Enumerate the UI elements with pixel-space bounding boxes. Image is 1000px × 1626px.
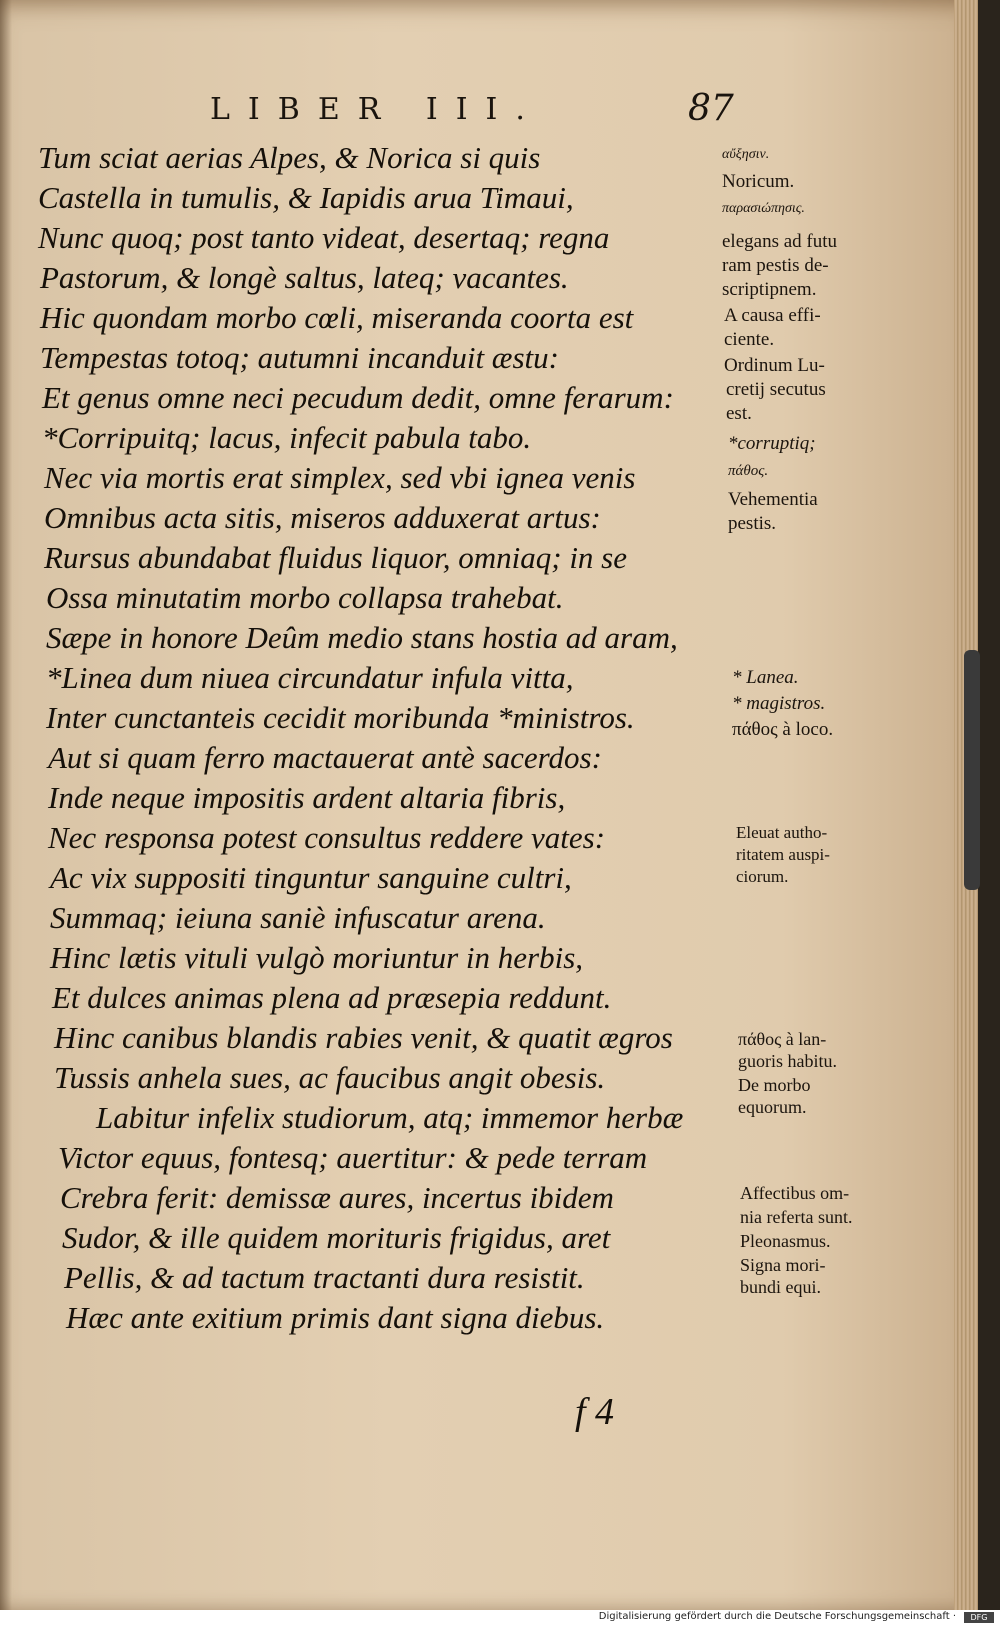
verse-line: Tum sciat aerias Alpes, & Norica si quis [38, 140, 541, 175]
verse-line: Victor equus, fontesq; auertitur: & pede terram [58, 1140, 648, 1175]
signature-mark: f 4 [575, 1391, 615, 1433]
verse-line: Tempestas totoq; autumni incanduit æstu: [40, 340, 559, 375]
verse-line: Inde neque impositis ardent altaria fibris, [48, 780, 566, 815]
margin-note: scriptipnem. [722, 279, 817, 300]
margin-note: * Lanea. [732, 667, 799, 688]
verse-line: Et genus omne neci pecudum dedit, omne ferarum: [42, 380, 674, 415]
dfg-logo: DFG [964, 1612, 994, 1623]
verse-line: Pellis, & ad tactum tractanti dura resistit. [64, 1260, 585, 1295]
verse-line: Nec via mortis erat simplex, sed vbi ignea venis [44, 460, 636, 495]
verse-line: Aut si quam ferro mactauerat antè sacerdos: [48, 740, 602, 775]
margin-note: * magistros. [732, 693, 826, 714]
margin-note: Ordinum Lu- [724, 355, 825, 376]
verse-line: Ac vix suppositi tinguntur sanguine cultri, [50, 860, 572, 895]
verse-line: Hinc lætis vituli vulgò moriuntur in herbis, [50, 940, 584, 975]
margin-note: ritatem auspi- [736, 845, 830, 864]
margin-note: est. [726, 403, 752, 424]
verse-line: Tussis anhela sues, ac faucibus angit obesis. [54, 1060, 606, 1095]
verse-line: Labitur infelix studiorum, atq; immemor herbæ [96, 1100, 684, 1135]
margin-note: Affectibus om- [740, 1183, 850, 1203]
footer-credit: Digitalisierung gefördert durch die Deutsche Forschungsgemeinschaft · [598, 1611, 956, 1622]
margin-note: πάθος à loco. [732, 719, 834, 740]
margin-note: αὔξησιν. [722, 147, 770, 162]
margin-note: elegans ad futu [722, 231, 838, 252]
margin-note: ciente. [724, 329, 775, 350]
margin-note: Signa mori- [740, 1255, 826, 1275]
margin-note: παρασιώπησις. [722, 201, 805, 216]
verse-line: Hinc canibus blandis rabies venit, & quatit ægros [54, 1020, 673, 1055]
margin-note: pestis. [728, 513, 777, 534]
margin-note: Pleonasmus. [740, 1231, 831, 1251]
verse-line: Rursus abundabat fluidus liquor, omniaq; in se [44, 540, 628, 575]
margin-note: equorum. [738, 1097, 807, 1117]
book-clasp [964, 650, 980, 890]
page-gutter-shadow [0, 0, 12, 1610]
margin-note: ram pestis de- [722, 255, 829, 276]
verse-line: Inter cunctanteis cecidit moribunda *ministros. [46, 700, 635, 735]
margin-note: Vehementia [728, 489, 818, 510]
verse-line: Castella in tumulis, & Iapidis arua Timaui, [38, 180, 574, 215]
verse-line: Omnibus acta sitis, miseros adduxerat artus: [44, 500, 601, 535]
verse-line: Sæpe in honore Deûm medio stans hostia ad aram, [46, 620, 678, 655]
margin-note: πάθος. [728, 463, 769, 479]
verse-line: Summaq; ieiuna saniè infuscatur arena. [50, 900, 546, 935]
margin-note: Eleuat autho- [736, 823, 828, 842]
margin-note: De morbo [738, 1075, 811, 1095]
verse-line: Ossa minutatim morbo collapsa trahebat. [46, 580, 564, 615]
verse-line: *Linea dum niuea circundatur infula vitta, [46, 660, 574, 695]
running-title: LIBER III. [210, 92, 543, 127]
margin-note: cretij secutus [726, 379, 826, 400]
verse-line: Nec responsa potest consultus reddere vates: [48, 820, 606, 855]
verse-line: Crebra ferit: demissæ aures, incertus ibidem [60, 1180, 614, 1215]
margin-note: guoris habitu. [738, 1051, 837, 1071]
margin-note: ciorum. [736, 867, 789, 886]
page-number: 87 [688, 88, 734, 129]
verse-line: Hæc ante exitium primis dant signa diebus. [66, 1300, 605, 1335]
verse-line: Et dulces animas plena ad præsepia reddunt. [52, 980, 612, 1015]
margin-note: *corruptiq; [728, 433, 816, 454]
verse-line: *Corripuitq; lacus, infecit pabula tabo. [42, 420, 532, 455]
verse-line: Pastorum, & longè saltus, lateq; vacantes. [40, 260, 569, 295]
verse-line: Nunc quoq; post tanto videat, desertaq; regna [38, 220, 610, 255]
margin-note: A causa effi- [724, 305, 821, 326]
margin-note: nia referta sunt. [740, 1207, 853, 1227]
verse-line: Sudor, & ille quidem morituris frigidus, aret [62, 1220, 611, 1255]
footer-bar [0, 1610, 1000, 1626]
margin-note: πάθος à lan- [738, 1029, 827, 1049]
verse-line: Hic quondam morbo cœli, miseranda coorta est [40, 300, 634, 335]
margin-note: Noricum. [722, 171, 795, 192]
margin-note: bundi equi. [740, 1277, 821, 1297]
